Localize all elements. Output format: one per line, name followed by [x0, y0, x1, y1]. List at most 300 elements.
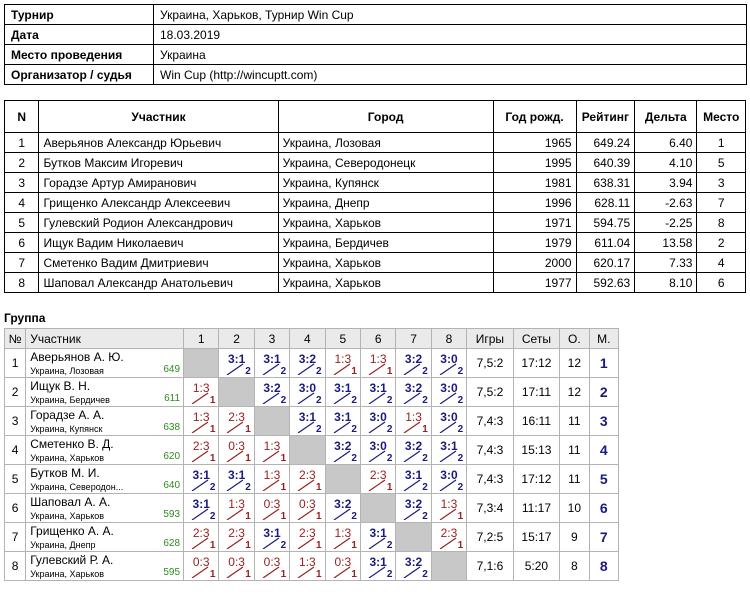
- match-points: 1: [351, 366, 357, 377]
- group-player: [26, 552, 184, 581]
- match-points: 2: [422, 453, 428, 464]
- group-row: [5, 494, 619, 523]
- player-name: Аверьянов А. Ю.: [30, 350, 124, 364]
- player-city: Украина, Харьков: [30, 453, 105, 463]
- match-points: 2: [457, 482, 464, 493]
- slash-icon: [225, 450, 245, 462]
- match-cell: [254, 494, 289, 523]
- match-score: 2:3: [369, 468, 387, 482]
- slash-icon: [367, 450, 387, 462]
- match-cell: [219, 523, 254, 552]
- match-points: 1: [209, 540, 216, 551]
- group-crosstable: [4, 328, 619, 581]
- slash-icon: [296, 479, 316, 491]
- slash-icon: [296, 537, 316, 549]
- match-points: 1: [386, 482, 393, 493]
- participant-cell: 6: [697, 273, 746, 293]
- participant-cell: Аверьянов Александр Юрьевич: [39, 133, 278, 153]
- participant-cell: 592.63: [576, 273, 635, 293]
- participants-col-header: Рейтинг: [576, 101, 635, 133]
- match-cell: [254, 552, 289, 581]
- match-score: 1:3: [263, 468, 281, 482]
- sets-cell: 15:13: [513, 436, 560, 465]
- slash-icon: [261, 450, 281, 462]
- match-score: 0:3: [228, 439, 245, 453]
- match-score: 0:3: [263, 555, 281, 569]
- match-cell: [184, 552, 219, 581]
- group-col-header: 5: [325, 329, 360, 349]
- info-value: Украина: [154, 45, 747, 65]
- group-row: [5, 378, 619, 407]
- self-cell: [325, 465, 360, 494]
- participant-row: [5, 153, 746, 173]
- match-score: 2:3: [299, 526, 316, 540]
- participant-cell: 6: [5, 233, 39, 253]
- participant-cell: 4: [5, 193, 39, 213]
- match-points: 2: [457, 366, 464, 377]
- participant-cell: 3: [5, 173, 39, 193]
- match-points: 1: [316, 569, 322, 580]
- points-cell: 8: [560, 552, 589, 581]
- match-cell: [254, 436, 289, 465]
- participants-col-header: N: [5, 101, 39, 133]
- slash-icon: [438, 508, 458, 520]
- info-label: Турнир: [5, 5, 154, 25]
- participant-row: [5, 253, 746, 273]
- player-name: Гулевский Р. А.: [30, 553, 114, 567]
- match-points: 1: [245, 569, 251, 580]
- player-name: Горадзе А. А.: [30, 408, 105, 422]
- slash-icon: [190, 479, 210, 491]
- match-points: 2: [316, 424, 322, 435]
- slash-icon: [438, 537, 458, 549]
- match-cell: [396, 436, 431, 465]
- group-row: [5, 523, 619, 552]
- group-player: [26, 349, 184, 378]
- participants-col-header: Дельта: [635, 101, 697, 133]
- participant-cell: Шаповал Александр Анатольевич: [39, 273, 278, 293]
- player-rating: 620: [163, 451, 181, 462]
- player-city: Украина, Харьков: [30, 569, 105, 579]
- match-cell: [254, 523, 289, 552]
- slash-icon: [402, 479, 422, 491]
- match-cell: [184, 407, 219, 436]
- participant-row: [5, 213, 746, 233]
- match-score: 2:3: [228, 526, 245, 540]
- participant-cell: Украина, Харьков: [278, 213, 493, 233]
- participant-cell: 3: [697, 173, 746, 193]
- match-points: 1: [351, 540, 357, 551]
- match-points: 2: [351, 395, 357, 406]
- match-score: 3:1: [440, 439, 458, 453]
- slash-icon: [332, 363, 352, 375]
- match-cell: [360, 436, 395, 465]
- match-points: 2: [386, 453, 393, 464]
- info-value: Win Cup (http://wincuptt.com): [154, 65, 747, 85]
- participant-row: [5, 173, 746, 193]
- match-points: 1: [209, 424, 216, 435]
- participant-cell: 13.58: [635, 233, 697, 253]
- self-cell: [396, 523, 431, 552]
- sets-cell: 17:12: [513, 465, 560, 494]
- info-row: [5, 5, 747, 25]
- match-score: 3:1: [334, 410, 352, 424]
- match-points: 1: [209, 569, 216, 580]
- match-points: 1: [245, 540, 251, 551]
- match-points: 2: [280, 540, 287, 551]
- group-player: [26, 407, 184, 436]
- group-player: [26, 378, 184, 407]
- match-points: 1: [316, 511, 322, 522]
- group-row-number: 4: [5, 436, 26, 465]
- match-points: 2: [245, 482, 251, 493]
- participant-cell: Украина, Харьков: [278, 253, 493, 273]
- match-points: 2: [386, 424, 393, 435]
- player-rating: 595: [163, 567, 181, 578]
- participants-table: [4, 100, 746, 293]
- match-score: 3:2: [404, 439, 423, 453]
- match-cell: [254, 349, 289, 378]
- participant-cell: 2: [697, 233, 746, 253]
- match-points: 1: [245, 453, 251, 464]
- participant-row: [5, 193, 746, 213]
- match-cell: [360, 349, 395, 378]
- match-points: 1: [280, 511, 287, 522]
- points-cell: 12: [560, 378, 589, 407]
- match-cell: [360, 523, 395, 552]
- games-cell: 7,4:3: [467, 465, 514, 494]
- participant-cell: 7: [697, 193, 746, 213]
- match-points: 2: [422, 511, 428, 522]
- match-cell: [325, 494, 360, 523]
- slash-icon: [332, 392, 352, 404]
- match-score: 3:2: [334, 497, 352, 511]
- match-score: 3:2: [334, 439, 352, 453]
- group-player: [26, 436, 184, 465]
- place-cell: 7: [589, 523, 618, 552]
- info-label: Организатор / судья: [5, 65, 154, 85]
- group-row-number: 8: [5, 552, 26, 581]
- slash-icon: [367, 363, 387, 375]
- match-score: 3:1: [263, 526, 281, 540]
- slash-icon: [332, 421, 352, 433]
- group-col-header: Сеты: [513, 329, 560, 349]
- player-rating: 649: [163, 364, 181, 375]
- match-cell: [290, 465, 325, 494]
- participant-row: [5, 133, 746, 153]
- match-points: 1: [457, 511, 464, 522]
- match-points: 2: [422, 366, 428, 377]
- match-score: 3:2: [404, 352, 423, 366]
- match-points: 2: [457, 424, 464, 435]
- match-points: 2: [386, 395, 393, 406]
- self-cell: [360, 494, 395, 523]
- match-cell: [219, 465, 254, 494]
- place-cell: 2: [589, 378, 618, 407]
- match-points: 2: [280, 395, 287, 406]
- match-points: 2: [457, 453, 464, 464]
- match-cell: [219, 407, 254, 436]
- group-col-header: 4: [290, 329, 325, 349]
- match-score: 2:3: [228, 410, 245, 424]
- match-cell: [290, 378, 325, 407]
- participant-cell: 2: [5, 153, 39, 173]
- group-title: Группа: [4, 311, 46, 325]
- player-city: Украина, Купянск: [30, 424, 103, 434]
- match-points: 1: [316, 540, 322, 551]
- player-rating: 638: [163, 422, 181, 433]
- participant-cell: 8.10: [635, 273, 697, 293]
- slash-icon: [402, 421, 422, 433]
- match-cell: [184, 465, 219, 494]
- match-points: 2: [209, 511, 216, 522]
- participant-cell: 3.94: [635, 173, 697, 193]
- match-score: 3:0: [440, 352, 458, 366]
- group-row: [5, 436, 619, 465]
- match-score: 3:2: [404, 497, 423, 511]
- match-score: 3:0: [440, 381, 458, 395]
- participants-header-row: [5, 101, 746, 133]
- match-score: 3:0: [440, 410, 458, 424]
- slash-icon: [332, 508, 352, 520]
- player-city: Украина, Харьков: [30, 511, 105, 521]
- match-cell: [184, 523, 219, 552]
- points-cell: 9: [560, 523, 589, 552]
- games-cell: 7,5:2: [467, 378, 514, 407]
- group-col-header: 8: [431, 329, 466, 349]
- group-row-number: 2: [5, 378, 26, 407]
- match-score: 3:2: [404, 381, 423, 395]
- match-score: 3:1: [263, 352, 281, 366]
- participant-cell: Ищук Вадим Николаевич: [39, 233, 278, 253]
- slash-icon: [225, 421, 245, 433]
- slash-icon: [190, 508, 210, 520]
- slash-icon: [402, 450, 422, 462]
- match-cell: [431, 465, 466, 494]
- points-cell: 10: [560, 494, 589, 523]
- participant-row: [5, 273, 746, 293]
- participants-col-header: Год рожд.: [493, 101, 576, 133]
- match-cell: [219, 552, 254, 581]
- slash-icon: [402, 566, 422, 578]
- self-cell: [431, 552, 466, 581]
- slash-icon: [225, 566, 245, 578]
- match-cell: [396, 465, 431, 494]
- player-city: Украина, Лозовая: [30, 366, 104, 376]
- sets-cell: 11:17: [513, 494, 560, 523]
- self-cell: [184, 349, 219, 378]
- match-points: 2: [351, 424, 357, 435]
- info-row: [5, 65, 747, 85]
- player-name: Шаповал А. А.: [30, 495, 111, 509]
- participant-cell: 5: [5, 213, 39, 233]
- match-cell: [396, 552, 431, 581]
- player-rating: 611: [164, 393, 181, 404]
- slash-icon: [367, 392, 387, 404]
- slash-icon: [190, 566, 210, 578]
- match-points: 1: [280, 569, 287, 580]
- group-player: [26, 465, 184, 494]
- slash-icon: [296, 421, 316, 433]
- participant-cell: Украина, Бердичев: [278, 233, 493, 253]
- participant-cell: Бутков Максим Игоревич: [39, 153, 278, 173]
- match-points: 1: [209, 395, 216, 406]
- match-cell: [325, 349, 360, 378]
- slash-icon: [261, 479, 281, 491]
- match-cell: [431, 407, 466, 436]
- group-row: [5, 552, 619, 581]
- participant-cell: 1965: [493, 133, 576, 153]
- match-score: 1:3: [334, 352, 352, 366]
- match-cell: [325, 552, 360, 581]
- place-cell: 8: [589, 552, 618, 581]
- match-points: 1: [280, 453, 287, 464]
- match-points: 1: [245, 511, 251, 522]
- slash-icon: [225, 537, 245, 549]
- slash-icon: [402, 363, 422, 375]
- participants-col-header: Участник: [39, 101, 278, 133]
- sets-cell: 15:17: [513, 523, 560, 552]
- participant-cell: 7: [5, 253, 39, 273]
- match-score: 3:1: [404, 468, 423, 482]
- match-points: 2: [457, 395, 464, 406]
- match-score: 3:0: [369, 410, 387, 424]
- match-points: 2: [422, 395, 428, 406]
- match-cell: [431, 436, 466, 465]
- group-row-number: 7: [5, 523, 26, 552]
- info-value: 18.03.2019: [154, 25, 747, 45]
- participant-cell: 638.31: [576, 173, 635, 193]
- points-cell: 11: [560, 436, 589, 465]
- match-cell: [290, 552, 325, 581]
- slash-icon: [438, 450, 458, 462]
- match-cell: [396, 494, 431, 523]
- match-cell: [360, 552, 395, 581]
- match-points: 2: [422, 569, 428, 580]
- group-player: [26, 494, 184, 523]
- match-score: 0:3: [228, 555, 245, 569]
- match-score: 3:0: [298, 381, 317, 395]
- place-cell: 1: [589, 349, 618, 378]
- participant-cell: 1996: [493, 193, 576, 213]
- match-cell: [431, 378, 466, 407]
- match-points: 1: [245, 424, 251, 435]
- match-points: 2: [316, 395, 322, 406]
- match-cell: [290, 349, 325, 378]
- slash-icon: [367, 421, 387, 433]
- games-cell: 7,4:3: [467, 436, 514, 465]
- group-col-header: М.: [589, 329, 618, 349]
- match-score: 1:3: [369, 352, 387, 366]
- info-value: Украина, Харьков, Турнир Win Cup: [154, 5, 747, 25]
- participant-cell: 594.75: [576, 213, 635, 233]
- match-cell: [219, 349, 254, 378]
- match-cell: [254, 378, 289, 407]
- slash-icon: [261, 566, 281, 578]
- self-cell: [219, 378, 254, 407]
- match-score: 0:3: [192, 555, 210, 569]
- slash-icon: [190, 450, 210, 462]
- group-row: [5, 465, 619, 494]
- place-cell: 6: [589, 494, 618, 523]
- participant-cell: Украина, Днепр: [278, 193, 493, 213]
- participant-row: [5, 233, 746, 253]
- points-cell: 11: [560, 407, 589, 436]
- sets-cell: 17:12: [513, 349, 560, 378]
- match-points: 2: [422, 482, 428, 493]
- group-row-number: 6: [5, 494, 26, 523]
- tournament-info-table: [4, 4, 747, 85]
- place-cell: 3: [589, 407, 618, 436]
- slash-icon: [190, 537, 210, 549]
- participant-cell: 1971: [493, 213, 576, 233]
- participant-cell: Украина, Харьков: [278, 273, 493, 293]
- participant-cell: 1: [5, 133, 39, 153]
- match-score: 3:1: [192, 468, 210, 482]
- player-name: Бутков М. И.: [30, 466, 100, 480]
- group-row: [5, 407, 619, 436]
- participant-cell: 4.10: [635, 153, 697, 173]
- match-score: 3:1: [369, 381, 387, 395]
- match-points: 1: [316, 482, 322, 493]
- match-points: 1: [280, 482, 287, 493]
- games-cell: 7,3:4: [467, 494, 514, 523]
- match-score: 2:3: [299, 468, 316, 482]
- slash-icon: [225, 363, 245, 375]
- match-score: 3:1: [369, 526, 387, 540]
- match-cell: [290, 523, 325, 552]
- sets-cell: 17:11: [513, 378, 560, 407]
- match-cell: [219, 436, 254, 465]
- slash-icon: [402, 508, 422, 520]
- participant-cell: 1979: [493, 233, 576, 253]
- match-cell: [360, 465, 395, 494]
- slash-icon: [438, 479, 458, 491]
- slash-icon: [261, 508, 281, 520]
- match-cell: [431, 494, 466, 523]
- match-score: 3:1: [369, 555, 387, 569]
- player-city: Украина, Днепр: [30, 540, 96, 550]
- match-cell: [360, 407, 395, 436]
- match-points: 2: [351, 511, 357, 522]
- match-score: 1:3: [334, 526, 352, 540]
- slash-icon: [332, 537, 352, 549]
- participants-col-header: Место: [697, 101, 746, 133]
- participant-cell: Украина, Купянск: [278, 173, 493, 193]
- points-cell: 11: [560, 465, 589, 494]
- match-cell: [184, 436, 219, 465]
- player-city: Украина, Северодон...: [30, 482, 124, 492]
- participant-cell: 1995: [493, 153, 576, 173]
- sets-cell: 16:11: [513, 407, 560, 436]
- match-cell: [325, 523, 360, 552]
- group-col-header: О.: [560, 329, 589, 349]
- slash-icon: [296, 566, 316, 578]
- slash-icon: [296, 508, 316, 520]
- participant-cell: -2.63: [635, 193, 697, 213]
- match-score: 2:3: [440, 526, 458, 540]
- match-points: 2: [351, 453, 357, 464]
- points-cell: 12: [560, 349, 589, 378]
- slash-icon: [261, 392, 281, 404]
- player-name: Грищенко А. А.: [30, 524, 114, 538]
- match-score: 3:1: [334, 381, 352, 395]
- place-cell: 4: [589, 436, 618, 465]
- match-cell: [219, 494, 254, 523]
- slash-icon: [438, 363, 458, 375]
- group-col-header: 2: [219, 329, 254, 349]
- participant-cell: Грищенко Александр Алексеевич: [39, 193, 278, 213]
